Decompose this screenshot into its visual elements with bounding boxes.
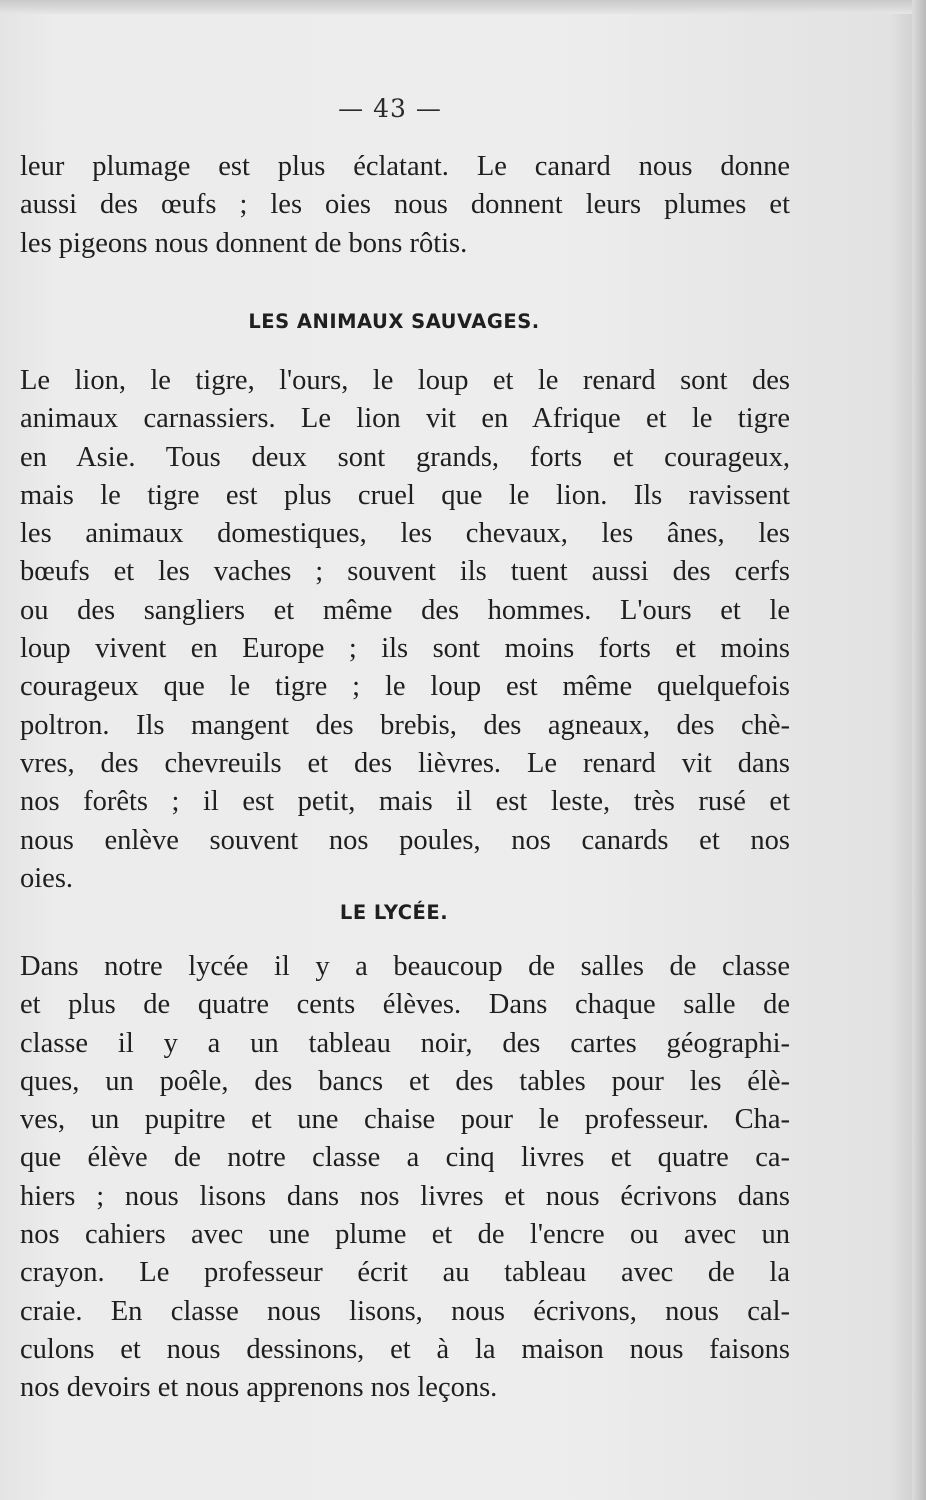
text-line: crayon. Le professeur écrit au tableau avec de la [20, 1257, 790, 1289]
text-line: mais le tigre est plus cruel que le lion. Ils ravissent [20, 479, 790, 511]
section-heading-wild-animals: LES ANIMAUX SAUVAGES. [248, 310, 540, 333]
page-top-edge [0, 0, 926, 14]
text-line: ou des sangliers et même des hommes. L'ours et le [20, 594, 790, 626]
text-line: loup vivent en Europe ; ils sont moins forts et moins [20, 633, 790, 665]
text-line: courageux que le tigre ; le loup est même quelquefois [20, 671, 790, 703]
text-line: classe il y a un tableau noir, des cartes géographi- [20, 1027, 790, 1059]
paragraph-wild-animals [20, 362, 790, 898]
paragraph-lycee [20, 948, 790, 1408]
text-line: nos cahiers avec une plume et de l'encre ou avec un [20, 1219, 790, 1251]
text-line: Dans notre lycée il y a beaucoup de salles de classe [20, 951, 790, 982]
paragraph-continuation [20, 148, 790, 263]
text-line: Le lion, le tigre, l'ours, le loup et le renard sont des [20, 365, 790, 396]
text-line: que élève de notre classe a cinq livres et quatre ca- [20, 1142, 790, 1174]
text-line: leur plumage est plus éclatant. Le canard nous donne [20, 151, 790, 182]
text-line: en Asie. Tous deux sont grands, forts et courageux, [20, 441, 790, 473]
text-line: nous enlève souvent nos poules, nos canards et nos [20, 824, 790, 856]
text-line: les pigeons nous donnent de bons rôtis. [20, 227, 468, 259]
text-line: poltron. Ils mangent des brebis, des agneaux, des chè- [20, 709, 790, 741]
text-line: hiers ; nous lisons dans nos livres et nous écrivons dans [20, 1180, 790, 1212]
text-line: culons et nous dessinons, et à la maison nous faisons [20, 1333, 790, 1365]
text-line: animaux carnassiers. Le lion vit en Afrique et le tigre [20, 403, 790, 435]
text-line: nos forêts ; il est petit, mais il est leste, très rusé et [20, 786, 790, 818]
text-line: craie. En classe nous lisons, nous écrivons, nous cal- [20, 1295, 790, 1327]
text-line: bœufs et les vaches ; souvent ils tuent aussi des cerfs [20, 556, 790, 588]
page-number: — 43 — [338, 94, 442, 123]
text-line: ques, un poêle, des bancs et des tables pour les élè- [20, 1065, 790, 1097]
section-heading-lycee: LE LYCÉE. [339, 901, 449, 924]
text-line: vres, des chevreuils et des lièvres. Le renard vit dans [20, 747, 790, 779]
text-line: les animaux domestiques, les chevaux, les ânes, les [20, 518, 790, 550]
page-right-edge [912, 0, 926, 1500]
text-line: et plus de quatre cents élèves. Dans chaque salle de [20, 989, 790, 1021]
text-line: oies. [20, 862, 74, 894]
text-line: ves, un pupitre et une chaise pour le professeur. Cha- [20, 1104, 790, 1136]
text-line: aussi des œufs ; les oies nous donnent leurs plumes et [20, 189, 790, 221]
text-line: nos devoirs et nous apprenons nos leçons. [20, 1372, 498, 1404]
